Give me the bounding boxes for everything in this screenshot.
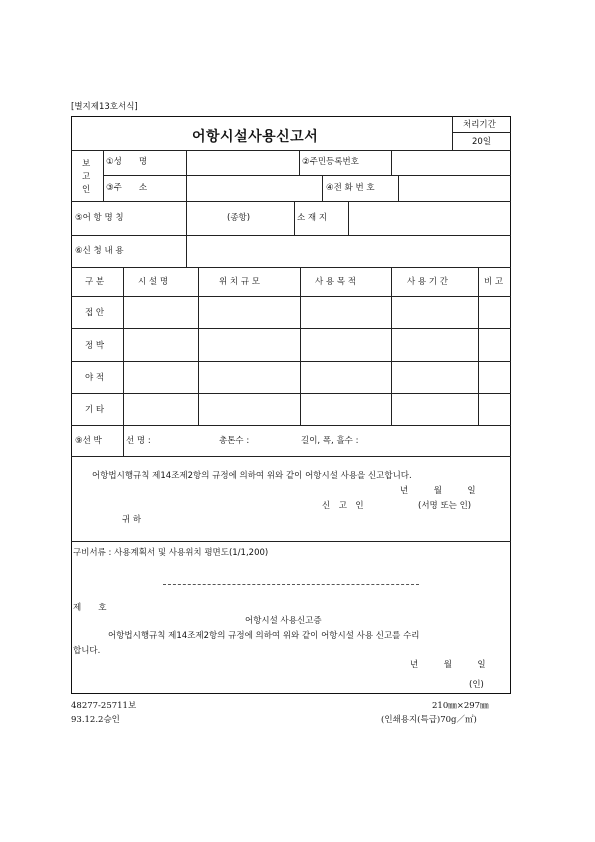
table-row-label: 정 박 xyxy=(85,341,105,351)
recipient-label: 귀 하 xyxy=(122,515,142,525)
reporter-label: 보고인 xyxy=(82,159,91,195)
divider xyxy=(452,116,453,150)
table-header: 사 용 목 적 xyxy=(315,277,356,287)
declaration-text: 어항법시행규칙 제14조제2항의 규정에 의하여 위와 같이 어항시설 사용을 신고합니다. xyxy=(92,471,412,481)
attachments-text: 구비서류 : 사용계획서 및 사용위치 평면도(1/1,200) xyxy=(73,548,269,558)
divider xyxy=(198,267,199,425)
divider xyxy=(71,150,511,151)
application-content-label: ⑥신 청 내 용 xyxy=(75,246,124,256)
tonnage-label: 총톤수 : xyxy=(219,436,250,446)
divider xyxy=(71,267,511,268)
divider xyxy=(71,541,511,542)
processing-value: 20일 xyxy=(472,137,492,147)
port-type-hint: (종항) xyxy=(227,213,251,223)
divider xyxy=(186,150,187,201)
table-row-label: 야 적 xyxy=(85,373,105,383)
receipt-text: 어항법시행규칙 제14조제2항의 규정에 의하여 위와 같이 어항시설 사용 신고를 수리 xyxy=(108,631,420,641)
divider xyxy=(452,132,511,133)
footer-paper-spec: (인쇄용지(특급)70g／㎡) xyxy=(381,715,477,725)
form-code: [별지제13호서식] xyxy=(71,102,138,112)
divider xyxy=(71,296,511,297)
id-number-label: ②주민등록번호 xyxy=(302,157,359,167)
divider xyxy=(398,175,399,201)
divider xyxy=(71,456,511,457)
reporter-signature-label: 신 고 인 xyxy=(322,501,364,511)
receipt-number-label: 제 호 xyxy=(73,603,107,613)
table-header: 사 용 기 간 xyxy=(407,277,448,287)
processing-label: 처리기간 xyxy=(463,120,496,130)
table-header: 시 설 명 xyxy=(138,277,169,287)
divider xyxy=(186,235,187,267)
divider xyxy=(299,150,300,175)
divider xyxy=(123,425,124,456)
table-header: 구 분 xyxy=(85,277,105,287)
declaration-date: 년 월 일 xyxy=(400,486,476,496)
divider xyxy=(103,150,104,201)
divider xyxy=(300,267,301,425)
divider xyxy=(103,175,511,176)
divider xyxy=(186,201,187,235)
page-title: 어항시설사용신고서 xyxy=(192,129,319,145)
port-name-label: ⑤어 항 명 칭 xyxy=(75,213,124,223)
divider xyxy=(71,235,511,236)
form-frame xyxy=(71,116,511,694)
receipt-title: 어항시설 사용신고증 xyxy=(245,616,322,626)
divider xyxy=(322,175,323,201)
receipt-seal: (인) xyxy=(469,680,484,690)
vessel-name-label: 선 명 : xyxy=(126,436,151,446)
phone-label: ④전 화 번 호 xyxy=(326,183,375,193)
table-header: 위 치 규 모 xyxy=(219,277,260,287)
divider xyxy=(391,267,392,425)
divider xyxy=(71,393,511,394)
divider xyxy=(478,267,479,425)
divider xyxy=(71,425,511,426)
divider xyxy=(391,150,392,175)
footer-paper-size: 210㎜×297㎜ xyxy=(432,701,489,711)
receipt-text-cont: 합니다. xyxy=(73,646,101,656)
cut-line xyxy=(163,584,419,585)
divider xyxy=(71,328,511,329)
divider xyxy=(71,201,511,202)
divider xyxy=(123,267,124,425)
table-row-label: 기 타 xyxy=(85,405,105,415)
address-label: ③주 소 xyxy=(106,183,148,193)
table-row-label: 접 안 xyxy=(85,308,105,318)
divider xyxy=(348,201,349,235)
table-header: 비 고 xyxy=(484,277,504,287)
vessel-label: ⑨선 박 xyxy=(75,436,102,446)
name-label: ①성 명 xyxy=(106,157,148,167)
location-label: 소 재 지 xyxy=(297,213,328,223)
footer-approval: 93.12.2승인 xyxy=(71,715,120,725)
divider xyxy=(71,361,511,362)
sign-hint: (서명 또는 인) xyxy=(418,501,472,511)
dimensions-label: 길이, 폭, 흘수 : xyxy=(301,436,359,446)
footer-form-code: 48277-25711보 xyxy=(71,701,137,711)
divider xyxy=(294,201,295,235)
receipt-date: 년 월 일 xyxy=(410,660,486,670)
